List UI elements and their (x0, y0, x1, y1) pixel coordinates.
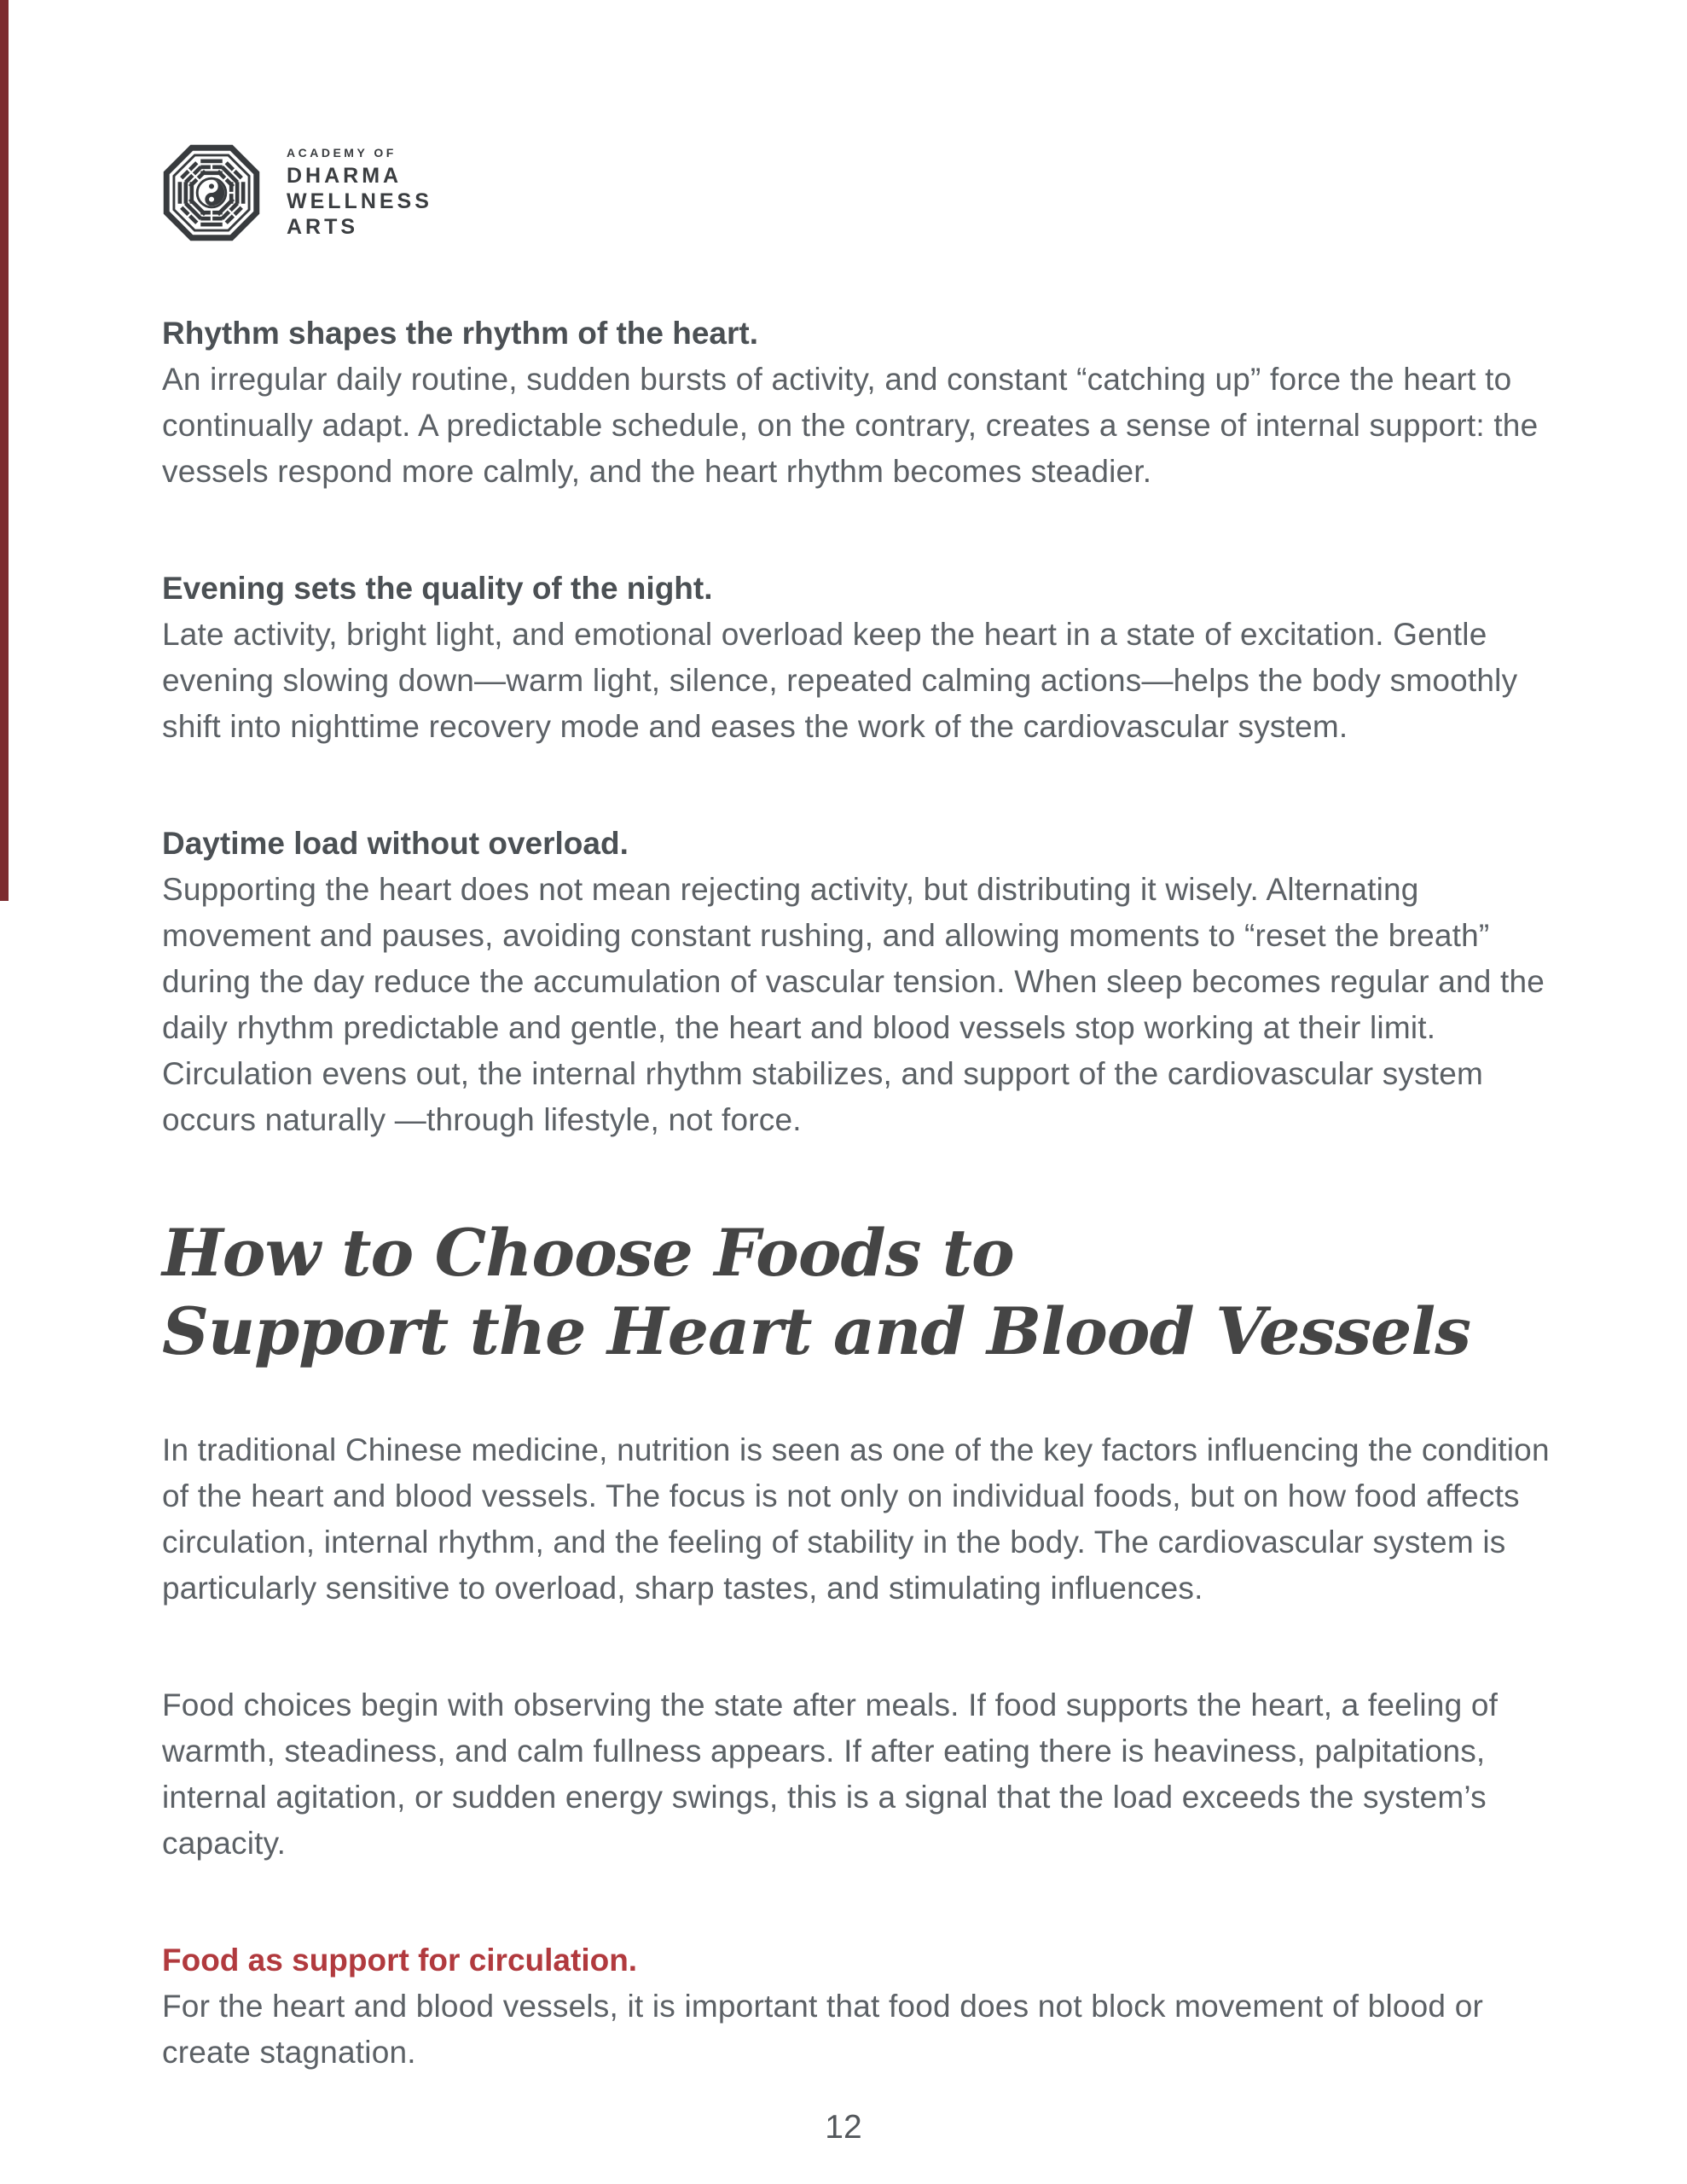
paragraph-food-choices: Food choices begin with observing the state after meals. If food supports the heart, a feeling of warmth, steadiness, and calm fullness appears. If after eating there is heaviness, palpitations, internal agitation, or sudden energy swings, this is a signal that the load exceeds the system’s capacity. (162, 1687, 1499, 1861)
logo-line-arts: ARTS (287, 215, 359, 239)
red-section-heading: Food as support for circulation. (162, 1943, 638, 1978)
section-heading: Rhythm shapes the rhythm of the heart. (162, 316, 758, 351)
chapter-title-line-1: How to Choose Foods to (162, 1215, 1014, 1291)
section-rhythm (162, 311, 1569, 495)
logo-wordmark (287, 146, 432, 240)
section-body: An irregular daily routine, sudden bursts of activity, and constant “catching up” force the heart to continually adapt. A predictable schedule, on the contrary, creates a sense of internal support: the vessels respond more calmly, and the heart rhythm becomes steadier. (162, 362, 1539, 489)
logo-line-wellness: WELLNESS (287, 189, 432, 213)
section-heading: Daytime load without overload. (162, 826, 629, 861)
left-accent-stripe (0, 0, 9, 901)
logo (162, 143, 1569, 242)
logo-prefix: ACADEMY OF (287, 146, 397, 160)
bagua-yin-yang-icon (162, 143, 261, 242)
red-section-body: For the heart and blood vessels, it is important that food does not block movement of blood or create stagnation. (162, 1989, 1483, 2070)
chapter-title (162, 1214, 1569, 1371)
page-number: 12 (825, 2109, 862, 2146)
section-body: Late activity, bright light, and emotional overload keep the heart in a state of excitation. Gentle evening slowing down—warm light, silence, repeated calming actions—helps the body smoothly shift into nighttime recovery mode and eases the work of the cardiovascular system. (162, 617, 1518, 744)
logo-line-dharma: DHARMA (287, 164, 403, 188)
chapter-title-line-2: Support the Heart and Blood Vessels (162, 1293, 1471, 1369)
section-food-support (162, 1937, 1569, 2076)
section-evening (162, 566, 1569, 750)
paragraph-tcm-nutrition: In traditional Chinese medicine, nutrition is seen as one of the key factors influencing the condition of the heart and blood vessels. The focus is not only on individual foods, but on how food affects circulation, internal rhythm, and the feeling of stability in the body. The cardiovascular system is particularly sensitive to overload, sharp tastes, and stimulating influences. (162, 1432, 1550, 1606)
page-content (162, 143, 1569, 2146)
section-daytime (162, 821, 1569, 1143)
section-body: Supporting the heart does not mean rejecting activity, but distributing it wisely. Alternating movement and pauses, avoiding constant rushing, and allowing moments to “reset the breath” during the day reduce the accumulation of vascular tension. When sleep becomes regular and the daily rhythm predictable and gentle, the heart and blood vessels stop working at their limit. Circulation evens out, the internal rhythm stabilizes, and support of the cardiovascular system occurs naturally —through lifestyle, not force. (162, 872, 1545, 1137)
section-heading: Evening sets the quality of the night. (162, 571, 713, 606)
